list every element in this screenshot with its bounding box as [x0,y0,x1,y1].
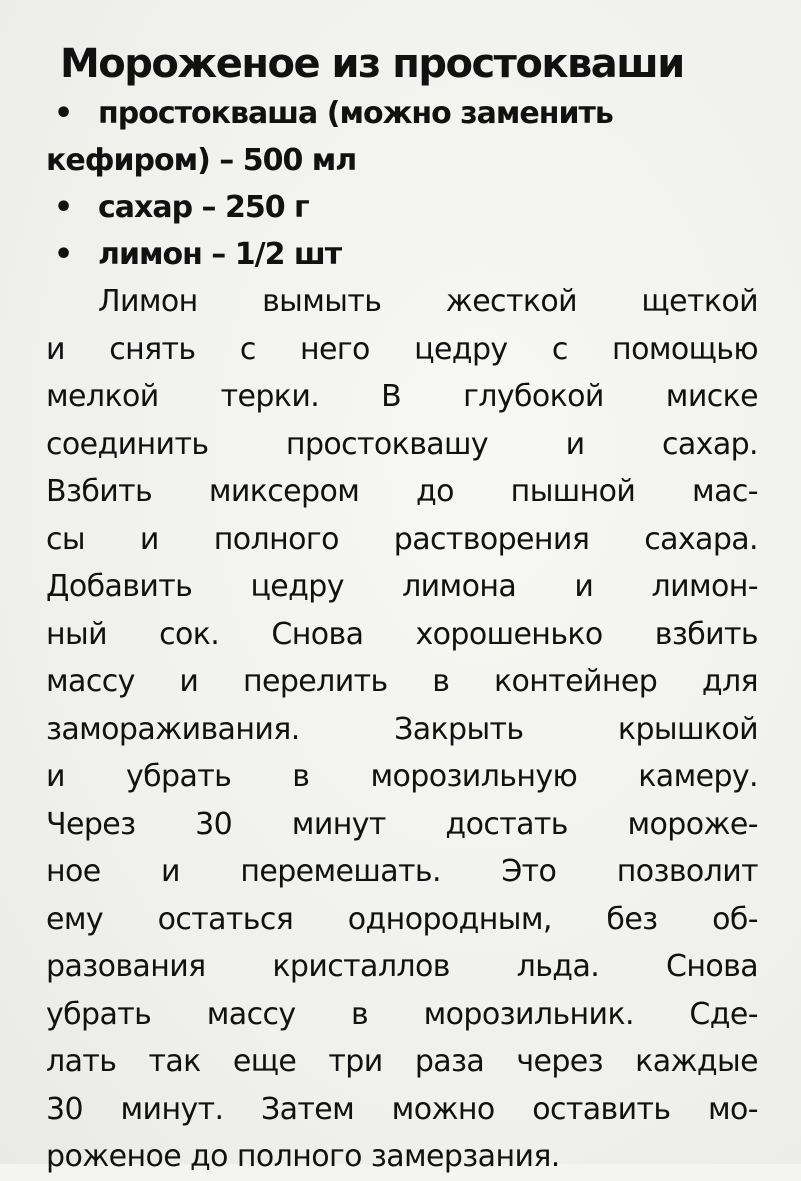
ingredient-text: лимон – 1/2 шт [98,237,342,272]
instruction-line: роженое до полного замерзания. [46,1139,560,1174]
instruction-line: сы и полного растворения сахара. [46,521,758,557]
ingredient-item [46,231,758,278]
ingredient-text: сахар – 250 г [98,190,309,225]
bullet-icon: • [54,190,73,225]
instruction-line: лать так еще три раза через каждые [46,1044,758,1079]
instruction-line: ный сок. Снова хорошенько взбить [46,616,758,652]
bullet-icon: • [54,237,73,272]
instruction-line: замораживания. Закрыть крышкой [46,711,758,747]
ingredient-text: простокваша (можно заменить [98,96,613,131]
instructions [46,278,758,1181]
ingredient-item [46,184,758,231]
instruction-line: Добавить цедру лимона и лимон- [46,569,758,604]
bullet-icon: • [54,96,73,131]
recipe-title: Мороженое из простокваши [60,41,684,87]
ingredient-item [46,90,758,184]
instruction-line: ное и перемешать. Это позволит [46,854,758,889]
instruction-line: и убрать в морозильную камеру. [46,759,758,794]
instruction-line: Взбить миксером до пышной мас- [46,474,758,509]
instruction-line: мелкой терки. В глубокой миске [46,379,758,414]
instruction-line: убрать массу в морозильник. Сде- [46,996,758,1032]
ingredient-text: кефиром) – 500 мл [46,143,357,178]
instruction-line: соединить простоквашу и сахар. [46,426,758,462]
instruction-line: Лимон вымыть жесткой щеткой [98,284,758,319]
instruction-line: ему остаться однородным, без об- [46,901,758,937]
recipe [46,38,758,1181]
instruction-line: Через 30 минут достать мороже- [46,806,758,842]
ingredients-list [46,90,758,278]
instruction-line: и снять с него цедру с помощью [46,331,758,367]
instruction-line: массу и перелить в контейнер для [46,664,758,699]
instruction-line: 30 минут. Затем можно оставить мо- [46,1091,758,1127]
instruction-line: разования кристаллов льда. Снова [46,949,758,984]
